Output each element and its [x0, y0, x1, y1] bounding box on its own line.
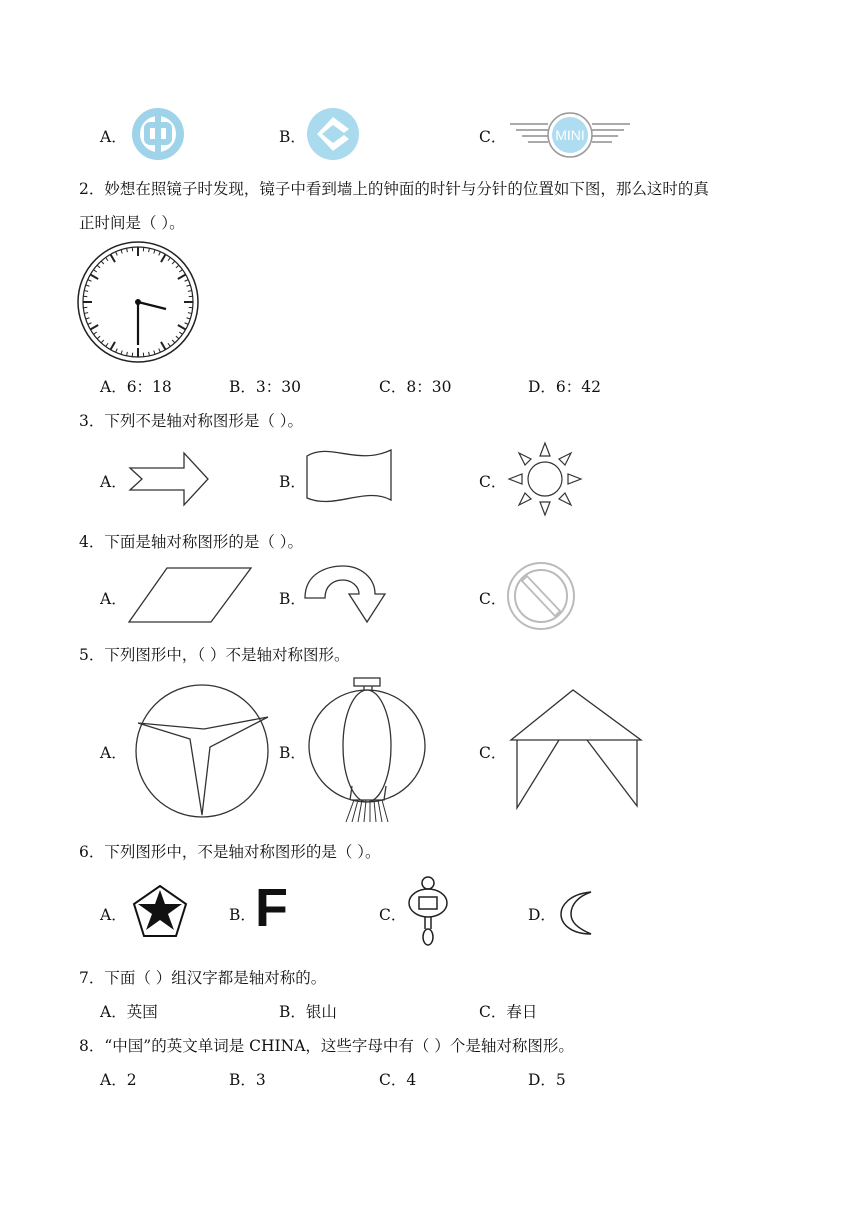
q8-option-d: D．5 — [528, 1071, 566, 1089]
q3-option-c-label: C． — [479, 473, 507, 491]
q7-option-c: C．春日 — [479, 1003, 538, 1021]
parallelogram-shape — [127, 566, 253, 624]
q7-option-a: A．英国 — [100, 1003, 158, 1021]
sun-shape — [507, 441, 583, 517]
q2-option-c: C．8：30 — [379, 378, 452, 396]
q2-stem-line-1: 2．妙想在照镜子时发现，镜子中看到墙上的钟面的时针与分针的位置如下图，那么这时的真 — [79, 180, 709, 198]
q6-option-a-label: A． — [100, 906, 127, 924]
q5-stem: 5．下列图形中，（ ）不是轴对称图形。 — [79, 646, 350, 664]
q8-option-a: A．2 — [100, 1071, 137, 1089]
q3-option-a-label: A． — [100, 473, 127, 491]
q2-option-b: B．3：30 — [229, 378, 301, 396]
pentagon-star-shape — [132, 884, 188, 938]
mini-text: MINI — [555, 127, 585, 143]
q5-option-a-label: A． — [100, 744, 127, 762]
q6-option-d-label: D． — [528, 906, 556, 924]
q6-stem: 6．下列图形中，不是轴对称图形的是（ ）。 — [79, 843, 381, 861]
lantern-shape — [306, 676, 430, 826]
mini-logo — [508, 112, 632, 158]
q8-stem: 8．“中国”的英文单词是 CHINA，这些字母中有（ ）个是轴对称图形。 — [79, 1037, 574, 1055]
q3-option-b-label: B． — [279, 473, 306, 491]
crescent-moon-shape — [559, 890, 595, 936]
circle-propeller-shape — [132, 683, 272, 819]
bank-of-china-logo — [131, 107, 186, 162]
q6-option-c-label: C． — [379, 906, 407, 924]
q4-option-c-label: C． — [479, 590, 507, 608]
q8-option-c: C．4 — [379, 1071, 417, 1089]
q7-stem: 7．下面（ ）组汉字都是轴对称的。 — [79, 969, 327, 987]
curved-arrow-shape — [303, 564, 387, 626]
q1-option-a-label: A． — [100, 128, 127, 146]
q2-option-d: D．6：42 — [528, 378, 602, 396]
q4-stem: 4．下面是轴对称图形的是（ ）。 — [79, 533, 304, 551]
arrow-shape — [128, 451, 210, 507]
ccb-logo — [306, 107, 360, 162]
no-sign-shape — [505, 561, 577, 631]
clock-face — [76, 240, 200, 364]
q1-option-b-label: B． — [279, 128, 306, 146]
q2-stem-line-2: 正时间是（ ）。 — [79, 214, 185, 232]
letter-f: F — [255, 878, 288, 938]
q4-option-b-label: B． — [279, 590, 306, 608]
q3-stem: 3．下列不是轴对称图形是（ ）。 — [79, 412, 304, 430]
q2-option-a: A．6：18 — [100, 378, 172, 396]
q8-option-b: B．3 — [229, 1071, 266, 1089]
q5-option-c-label: C． — [479, 744, 507, 762]
q7-option-b: B．银山 — [279, 1003, 337, 1021]
ornament-shape — [407, 875, 449, 947]
q1-option-c-label: C． — [479, 128, 507, 146]
q6-option-b-label: B． — [229, 906, 256, 924]
tent-shape — [509, 688, 643, 812]
q5-option-b-label: B． — [279, 744, 306, 762]
flag-shape — [305, 446, 393, 504]
q4-option-a-label: A． — [100, 590, 127, 608]
